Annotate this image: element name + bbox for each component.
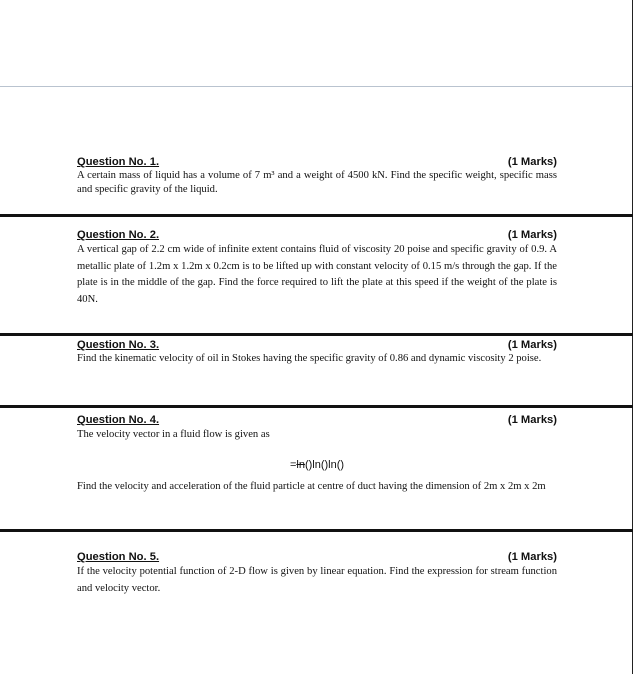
question-separator-4: [0, 529, 633, 532]
question-separator-3: [0, 405, 633, 408]
formula-prefix: =: [289, 458, 297, 471]
question-1-header: [77, 156, 557, 169]
question-2: [77, 229, 557, 308]
question-4-text: The velocity vector in a fluid flow is given as: [77, 429, 270, 440]
question-separator-1: [0, 214, 633, 217]
question-3: [77, 339, 557, 366]
question-5-header: [77, 551, 557, 564]
formula-rest: ()ln()ln(): [304, 458, 345, 471]
question-4: [77, 414, 557, 493]
velocity-vector-formula: [77, 458, 557, 472]
question-2-marks: (1 Marks): [507, 229, 557, 241]
question-separator-2: [0, 333, 633, 336]
question-5-title: Question No. 5.: [77, 551, 160, 563]
question-2-text: A vertical gap of 2.2 cm wide of infinite extent contains fluid of viscosity 20 poise and specific gravity of 0.9. A metallic plate of 1.2m x 1.2m x 0.2cm is to be lifted up with constant velocity of 0.15 m/s through the gap. If the plate is in the middle of the gap. Find the force required to lift the plate at this speed if the weight of the plate is 40N.: [77, 244, 557, 305]
question-4-title: Question No. 4.: [77, 414, 160, 426]
formula-struck-term: ln: [296, 458, 305, 471]
question-3-text: Find the kinematic velocity of oil in Stokes having the specific gravity of 0.86 and dynamic viscosity 2 poise.: [77, 353, 542, 364]
question-2-title: Question No. 2.: [77, 229, 160, 241]
question-1-marks: (1 Marks): [507, 156, 557, 168]
question-4-marks: (1 Marks): [507, 414, 557, 426]
question-2-header: [77, 229, 557, 242]
question-3-header: [77, 339, 557, 352]
question-1: [77, 156, 557, 196]
question-4-header: [77, 414, 557, 427]
question-3-marks: (1 Marks): [507, 339, 557, 351]
question-1-text: A certain mass of liquid has a volume of 7 m³ and a weight of 4500 kN. Find the specific weight, specific mass and specific gravity of the liquid.: [77, 170, 557, 195]
header-divider: [0, 86, 633, 87]
question-5: [77, 551, 557, 597]
question-3-title: Question No. 3.: [77, 339, 160, 351]
question-4-text-2: Find the velocity and acceleration of the fluid particle at centre of duct having the dimension of 2m x 2m x 2m: [77, 480, 546, 492]
question-5-marks: (1 Marks): [507, 551, 557, 563]
question-5-text: If the velocity potential function of 2-D flow is given by linear equation. Find the expression for stream function and velocity vector.: [77, 566, 557, 594]
question-1-title: Question No. 1.: [77, 156, 160, 168]
